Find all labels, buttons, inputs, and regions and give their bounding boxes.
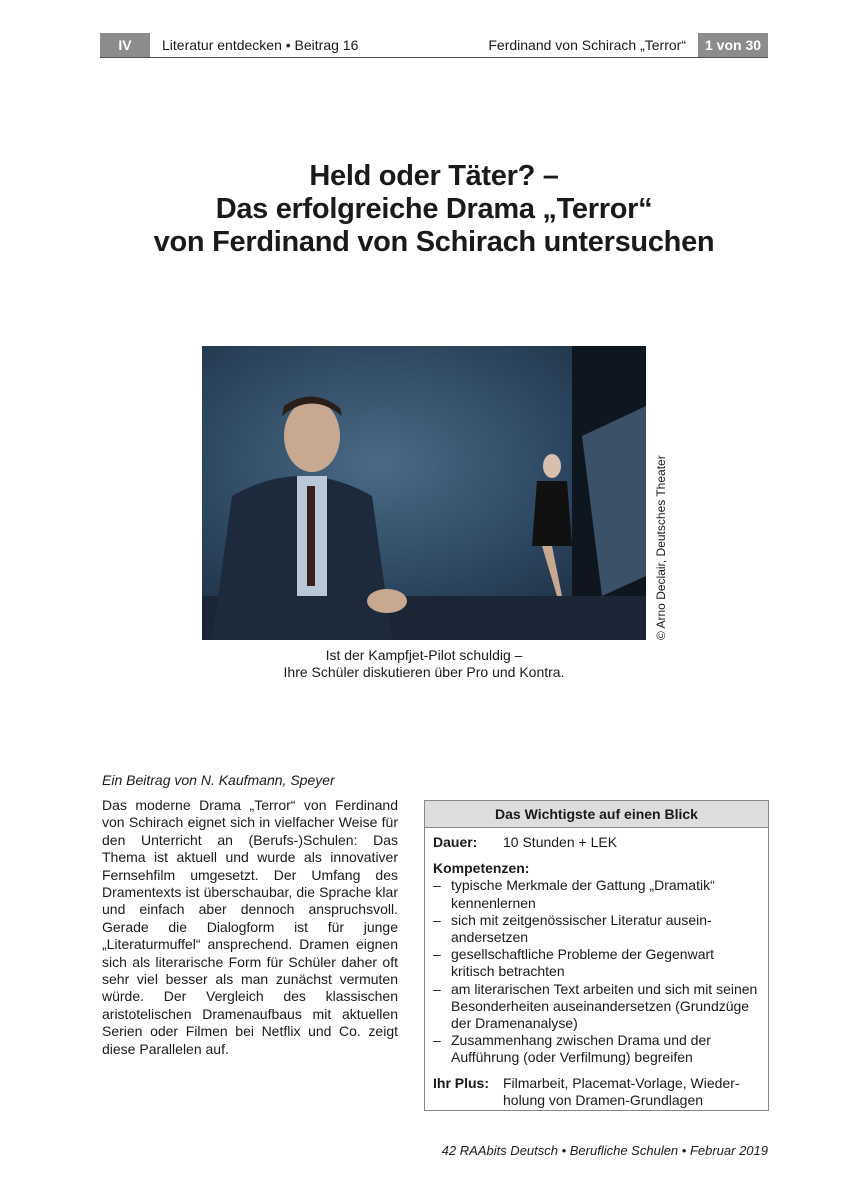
photo-caption xyxy=(202,647,646,681)
skills-label: Kompetenzen: xyxy=(433,860,530,877)
skill-text: sich mit zeitgenössischer Literatur auseinandersetzen xyxy=(451,911,712,946)
intro-paragraph: Das moderne Drama „Terror“ von Ferdinand von Schirach eignet sich in vielfacher Weise für den Unterricht an (Berufs-)Schulen: Das Thema ist aktuell und wurde als innovativer Fernsehfilm umgesetzt. Der Umfang des Dramentexts ist überschaubar, die Sprache klar und einfach aber dennoch anspruchsvoll. Gerade die Dialogform ist für junge „Literaturmuffel“ ansprechend. Dramen eignen sich als literarische Form für Schüler daher oft sehr viel besser als man zunächst vermuten würde. Der Vergleich des klassischen aristotelischen Dramenaufbaus mit aktuellen Serien oder Filmen bei Netflix und Co. zeigt diese Parallelen auf. xyxy=(102,797,398,1057)
page-badge: 1 von 30 xyxy=(698,33,768,57)
dash: – xyxy=(433,980,441,997)
page-title xyxy=(0,160,848,259)
dash: – xyxy=(433,1032,441,1049)
running-header xyxy=(100,33,768,58)
skill-text: Zusammenhang zwischen Drama und der Aufführung (oder Verfilmung) begreifen xyxy=(451,1032,711,1066)
photo-credit: © Arno Declair, Deutsches Theater xyxy=(654,455,668,640)
duration-value: 10 Stunden + LEK xyxy=(503,834,618,850)
dash: – xyxy=(433,946,441,963)
plus-value: Filmarbeit, Placemat-Vorlage, Wiederholung von Dramen-Grundlagen xyxy=(503,1074,740,1108)
skill-item xyxy=(425,946,768,980)
theater-photo xyxy=(202,346,646,640)
skill-item xyxy=(425,981,768,1033)
dash: – xyxy=(433,911,441,928)
page-footer: 42 RAAbits Deutsch • Berufliche Schulen • Februar 2019 xyxy=(441,1143,768,1158)
summary-box xyxy=(424,800,769,1111)
series-label: Literatur entdecken • Beitrag 16 xyxy=(162,37,359,53)
duration-row xyxy=(425,834,768,851)
duration-label: Dauer: xyxy=(433,834,478,850)
dash: – xyxy=(433,877,441,894)
section-badge: IV xyxy=(100,33,150,57)
skill-text: typische Merkmale der Gattung „Dramatik“ kennenlernen xyxy=(451,877,715,911)
photo-illustration xyxy=(202,346,646,640)
caption-line: Ihre Schüler diskutieren über Pro und Kontra. xyxy=(283,664,565,680)
plus-label: Ihr Plus: xyxy=(433,1074,490,1091)
title-line: von Ferdinand von Schirach untersuchen xyxy=(153,226,715,258)
skill-item xyxy=(425,912,768,946)
skills-heading-row xyxy=(425,860,768,877)
plus-row xyxy=(425,1075,768,1109)
skill-text: am literarischen Text arbeiten und sich mit seinen Besonderheiten auseinandersetzen (Grundzüge der Dramenanalyse) xyxy=(451,980,758,1032)
skill-text: gesellschaftliche Probleme der Gegenwart kritisch betrachten xyxy=(451,946,715,980)
topic-label: Ferdinand von Schirach „Terror“ xyxy=(488,37,686,53)
byline: Ein Beitrag von N. Kaufmann, Speyer xyxy=(102,772,335,788)
summary-heading: Das Wichtigste auf einen Blick xyxy=(425,801,768,828)
skill-item xyxy=(425,877,768,911)
title-line: Held oder Täter? – xyxy=(309,160,559,192)
title-line: Das erfolgreiche Drama „Terror“ xyxy=(215,193,653,225)
caption-line: Ist der Kampfjet-Pilot schuldig – xyxy=(325,647,523,663)
skill-item xyxy=(425,1032,768,1066)
